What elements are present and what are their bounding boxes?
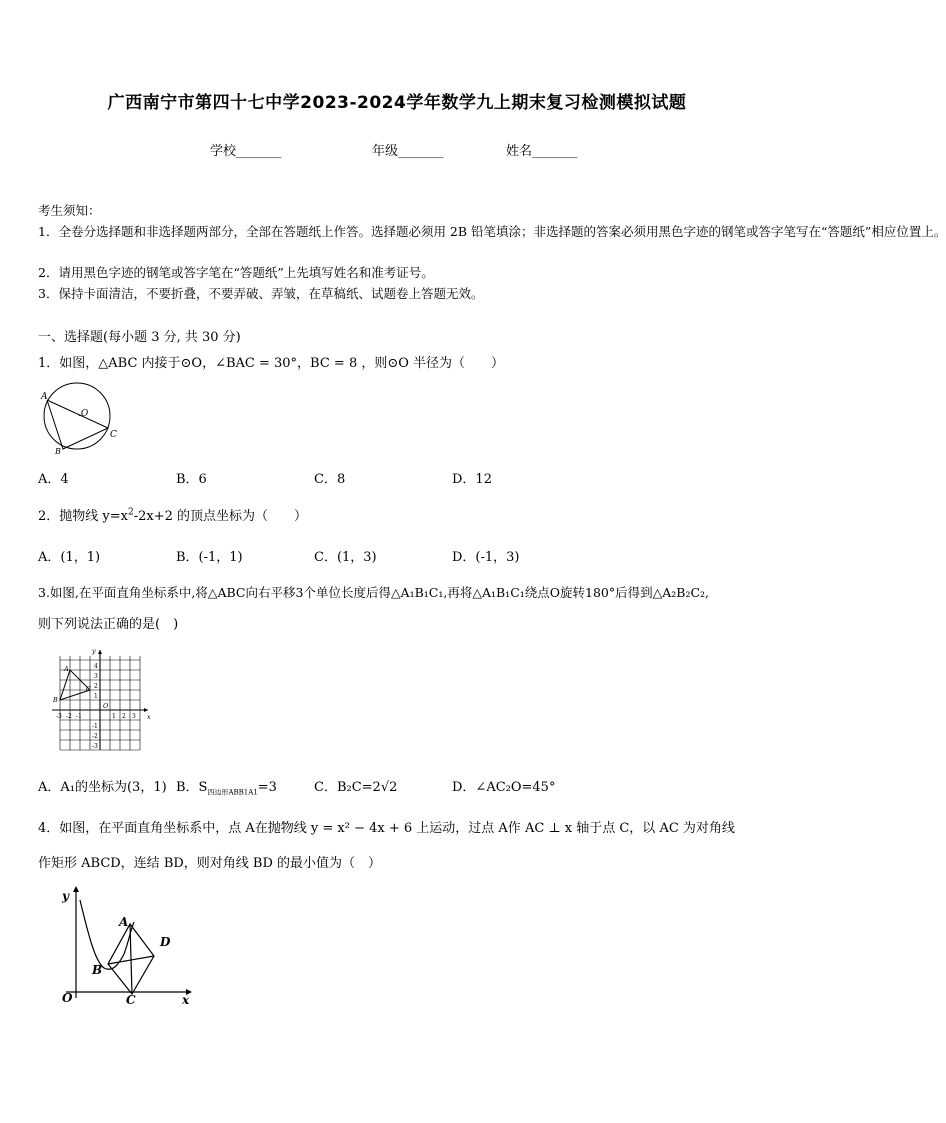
- notice-item-2: 2．请用黑色字迹的钢笔或答字笔在“答题纸”上先填写姓名和准考证号。: [38, 265, 434, 280]
- q1-label-a: A: [41, 392, 48, 402]
- q3-y-tick: -3: [92, 743, 98, 750]
- q2-option-a: A．(1，1): [38, 550, 101, 565]
- q2-option-b: B．(-1，1): [176, 550, 243, 565]
- question-3-line-1: 3.如图,在平面直角坐标系中,将△ABC向右平移3个单位长度后得△A₁B₁C₁,再将△A₁B₁C₁绕点O旋转180°后得到△A₂B₂C₂,: [38, 585, 710, 600]
- notice-head: 考生须知：: [38, 203, 101, 218]
- q3-y-tick: 2: [94, 683, 98, 690]
- question-2-stem: 2．抛物线 $y=x^2-2x+2$ 的顶点坐标为（ ）: [38, 507, 308, 524]
- page-title: 广西南宁市第四十七中学2023-2024学年数学九上期末复习检测模拟试题: [107, 93, 687, 113]
- q1-circle-figure: [38, 382, 120, 454]
- q3-y-tick: 3: [94, 673, 98, 680]
- notice-item-3: 3．保持卡面清洁，不要折叠，不要弄破、弄皱，在草稿纸、试题卷上答题无效。: [38, 286, 484, 301]
- school-field: 学校_______: [210, 144, 282, 159]
- q2-option-d: D．(-1，3): [452, 550, 520, 565]
- question-4-line-1: 4．如图，在平面直角坐标系中，点 A在抛物线 y = x² − 4x + 6 上运动，过点 A作 AC ⊥ x 轴于点 C，以 AC 为对角线: [38, 821, 735, 836]
- q1-option-c: C．8: [314, 472, 346, 487]
- section-title: 一、选择题(每小题 3 分, 共 30 分): [38, 330, 241, 345]
- q3-y-tick: -2: [92, 733, 98, 740]
- q3-grid-figure: [48, 646, 154, 754]
- q3-option-b: B．$S_{四边形ABB1A1}=3$: [176, 780, 277, 797]
- q3-y-tick: 1: [94, 693, 98, 700]
- q3-x-tick: 1: [112, 713, 116, 720]
- q2-option-c: C．(1，3): [314, 550, 377, 565]
- q3-y-tick: -1: [92, 723, 98, 730]
- q3-label-o: O: [103, 702, 109, 710]
- q4-label-o: O: [62, 991, 73, 1005]
- q3-label-c: C: [86, 685, 91, 693]
- q3-y-tick: 4: [94, 663, 98, 670]
- q1-option-d: D．12: [452, 472, 492, 487]
- question-4-line-2: 作矩形 ABCD，连结 BD，则对角线 BD 的最小值为（ ）: [38, 856, 382, 871]
- q3-option-a: A．A₁的坐标为(3，1): [38, 780, 167, 795]
- q3-x-tick: -2: [66, 713, 72, 720]
- q4-label-b: B: [92, 963, 103, 977]
- notice-item-1: 1．全卷分选择题和非选择题两部分，全部在答题纸上作答。选择题必须用 2B 铅笔填涂；非选择题的答案必须用黑色字迹的钢笔或答字笔写在“答题纸”相应位置上。: [38, 224, 946, 239]
- q3-option-c: C．B₂C=2√2: [314, 780, 398, 795]
- q4-label-y: y: [62, 889, 69, 903]
- q3-x-tick: -3: [56, 713, 62, 720]
- q3-x-tick: 3: [132, 713, 136, 720]
- name-field: 姓名_______: [506, 144, 578, 159]
- question-3-line-2: 则下列说法正确的是( ): [38, 617, 179, 632]
- q3-label-a: A: [64, 665, 69, 673]
- q4-label-c: C: [126, 993, 136, 1007]
- question-1-stem: 1．如图，△ABC 内接于⊙O，∠BAC = 30°，BC = 8 ，则⊙O 半径为（ ）: [38, 356, 505, 371]
- q3-label-x: x: [147, 713, 151, 721]
- q3-label-y: y: [92, 647, 96, 655]
- q1-label-b: B: [55, 447, 61, 456]
- q1-option-b: B．6: [176, 472, 207, 487]
- q3-label-b: B: [53, 696, 58, 704]
- q3-x-tick: 2: [122, 713, 126, 720]
- q3-x-tick: -1: [76, 713, 82, 720]
- q4-label-d: D: [160, 935, 171, 949]
- q1-label-c: C: [110, 430, 117, 440]
- q1-label-o: .O: [78, 409, 89, 419]
- grade-field: 年级_______: [372, 144, 444, 159]
- q1-option-a: A．4: [38, 472, 69, 487]
- q4-label-a: A: [119, 915, 129, 929]
- q4-label-x: x: [182, 993, 190, 1007]
- q4-parabola-figure: [56, 882, 196, 1007]
- q3-option-d: D．∠AC₂O=45°: [452, 780, 556, 795]
